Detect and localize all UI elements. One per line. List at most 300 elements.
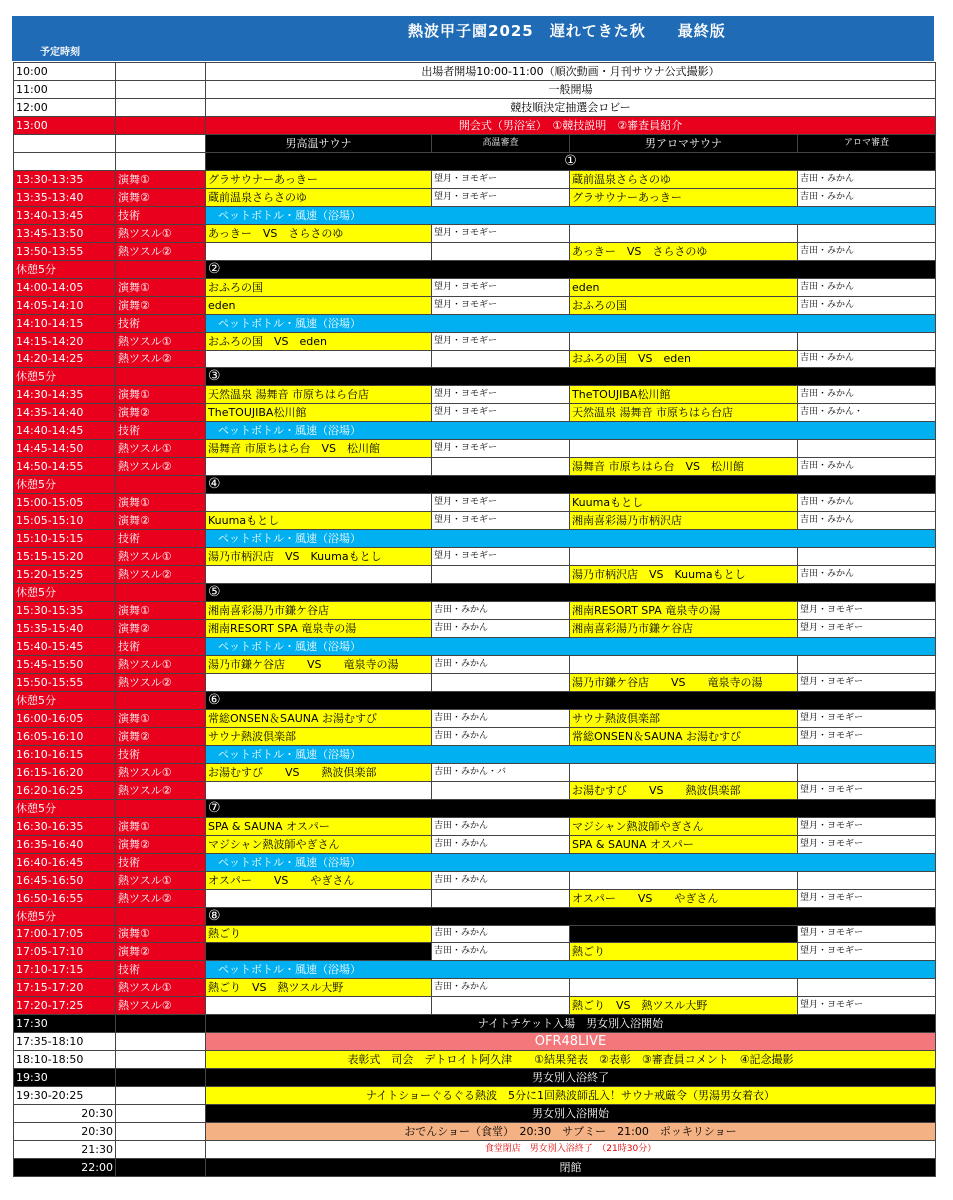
time-cell: 22:00 bbox=[14, 1159, 116, 1177]
high-temp-judges bbox=[432, 350, 570, 368]
schedule-row bbox=[14, 889, 936, 907]
schedule-row bbox=[14, 134, 936, 152]
high-temp-performer: おふろの国 bbox=[206, 278, 432, 296]
label-cell: 熱ツスル① bbox=[116, 332, 206, 350]
label-cell: 熱ツスル① bbox=[116, 871, 206, 889]
aroma-judges: 望月・ヨモギー bbox=[798, 727, 936, 745]
schedule-row bbox=[14, 314, 936, 332]
schedule-row bbox=[14, 1105, 936, 1123]
aroma-judges: 望月・ヨモギー bbox=[798, 943, 936, 961]
time-cell: 14:40-14:45 bbox=[14, 422, 116, 440]
round-number: ⑧ bbox=[206, 907, 936, 925]
schedule-row bbox=[14, 206, 936, 224]
schedule-row bbox=[14, 386, 936, 404]
label-cell: 演舞② bbox=[116, 943, 206, 961]
label-cell bbox=[116, 260, 206, 278]
schedule-row bbox=[14, 638, 936, 656]
aroma-judges: 吉田・みかん bbox=[798, 512, 936, 530]
high-temp-judges: 吉田・みかん bbox=[432, 979, 570, 997]
label-cell bbox=[116, 1141, 206, 1159]
column-header-aroma-judges: アロマ審査 bbox=[798, 134, 936, 152]
label-cell bbox=[116, 1069, 206, 1087]
time-cell: 16:20-16:25 bbox=[14, 781, 116, 799]
label-cell: 技術 bbox=[116, 638, 206, 656]
aroma-performer bbox=[570, 925, 798, 943]
aroma-judges: 吉田・みかん bbox=[798, 296, 936, 314]
aroma-performer: あっきー VS さらさのゆ bbox=[570, 242, 798, 260]
label-cell: 熱ツスル① bbox=[116, 763, 206, 781]
event-cell: 一般開場 bbox=[206, 80, 936, 98]
schedule-row bbox=[14, 907, 936, 925]
high-temp-performer bbox=[206, 997, 432, 1015]
high-temp-judges: 望月・ヨモギー bbox=[432, 188, 570, 206]
schedule-row bbox=[14, 745, 936, 763]
aroma-performer: 熱ごり bbox=[570, 943, 798, 961]
label-cell: 演舞② bbox=[116, 835, 206, 853]
aroma-performer: 熱ごり VS 熱ツスル大野 bbox=[570, 997, 798, 1015]
schedule-row bbox=[14, 242, 936, 260]
time-cell: 18:10-18:50 bbox=[14, 1051, 116, 1069]
break-label bbox=[14, 152, 116, 170]
aroma-judges bbox=[798, 871, 936, 889]
tech-cell: ペットボトル・風速（浴場） bbox=[206, 422, 936, 440]
event-cell: ナイトチケット入場 男女別入浴開始 bbox=[206, 1015, 936, 1033]
round-number: ⑦ bbox=[206, 799, 936, 817]
aroma-judges: 吉田・みかん bbox=[798, 386, 936, 404]
high-temp-judges: 望月・ヨモギー bbox=[432, 332, 570, 350]
schedule-row bbox=[14, 458, 936, 476]
aroma-performer: 湯舞音 市原ちはら台 VS 松川館 bbox=[570, 458, 798, 476]
high-temp-judges: 吉田・みかん bbox=[432, 871, 570, 889]
high-temp-judges: 望月・ヨモギー bbox=[432, 404, 570, 422]
label-cell bbox=[116, 134, 206, 152]
time-cell: 13:45-13:50 bbox=[14, 224, 116, 242]
label-cell: 技術 bbox=[116, 530, 206, 548]
time-cell: 16:15-16:20 bbox=[14, 763, 116, 781]
label-cell: 熱ツスル② bbox=[116, 242, 206, 260]
label-cell: 演舞② bbox=[116, 620, 206, 638]
aroma-judges: 吉田・みかん・ bbox=[798, 404, 936, 422]
schedule-row bbox=[14, 584, 936, 602]
tech-cell: ペットボトル・風速（浴場） bbox=[206, 314, 936, 332]
label-cell bbox=[116, 1033, 206, 1051]
high-temp-performer: お湯むすび VS 熱波倶楽部 bbox=[206, 763, 432, 781]
aroma-judges: 望月・ヨモギー bbox=[798, 709, 936, 727]
aroma-performer: 湘南RESORT SPA 竜泉寺の湯 bbox=[570, 602, 798, 620]
time-cell: 20:30 bbox=[14, 1105, 116, 1123]
time-cell: 14:50-14:55 bbox=[14, 458, 116, 476]
schedule-row bbox=[14, 709, 936, 727]
schedule-row bbox=[14, 188, 936, 206]
schedule-row bbox=[14, 152, 936, 170]
break-label: 休憩5分 bbox=[14, 476, 116, 494]
label-cell bbox=[116, 1105, 206, 1123]
schedule-row bbox=[14, 781, 936, 799]
round-number: ① bbox=[206, 152, 936, 170]
schedule-row bbox=[14, 817, 936, 835]
label-cell bbox=[116, 476, 206, 494]
time-cell: 14:10-14:15 bbox=[14, 314, 116, 332]
aroma-performer: 湘南喜彩湯乃市柄沢店 bbox=[570, 512, 798, 530]
event-cell: おでんショー（食堂） 20:30 サブミー 21:00 ポッキリショー bbox=[206, 1123, 936, 1141]
aroma-judges bbox=[798, 332, 936, 350]
label-cell bbox=[116, 368, 206, 386]
high-temp-performer: 天然温泉 湯舞音 市原ちはら台店 bbox=[206, 386, 432, 404]
label-cell: 技術 bbox=[116, 206, 206, 224]
time-cell: 14:35-14:40 bbox=[14, 404, 116, 422]
high-temp-performer: 湘南RESORT SPA 竜泉寺の湯 bbox=[206, 620, 432, 638]
label-cell: 演舞② bbox=[116, 512, 206, 530]
label-cell: 演舞① bbox=[116, 709, 206, 727]
label-cell bbox=[116, 116, 206, 134]
break-label: 休憩5分 bbox=[14, 584, 116, 602]
time-cell: 16:05-16:10 bbox=[14, 727, 116, 745]
time-cell: 15:05-15:10 bbox=[14, 512, 116, 530]
aroma-performer bbox=[570, 548, 798, 566]
high-temp-performer: サウナ熱波倶楽部 bbox=[206, 727, 432, 745]
high-temp-performer bbox=[206, 889, 432, 907]
aroma-performer: サウナ熱波倶楽部 bbox=[570, 709, 798, 727]
schedule-row bbox=[14, 1069, 936, 1087]
aroma-judges: 吉田・みかん bbox=[798, 566, 936, 584]
aroma-judges: 望月・ヨモギー bbox=[798, 925, 936, 943]
aroma-performer: TheTOUJIBA松川館 bbox=[570, 386, 798, 404]
high-temp-judges: 吉田・みかん bbox=[432, 709, 570, 727]
aroma-performer: SPA & SAUNA オスパー bbox=[570, 835, 798, 853]
event-cell: 開会式（男浴室） ①競技説明 ②審査員紹介 bbox=[206, 116, 936, 134]
high-temp-judges bbox=[432, 889, 570, 907]
schedule-row bbox=[14, 278, 936, 296]
high-temp-performer bbox=[206, 350, 432, 368]
schedule-row bbox=[14, 835, 936, 853]
aroma-performer: おふろの国 bbox=[570, 296, 798, 314]
time-cell: 17:05-17:10 bbox=[14, 943, 116, 961]
label-cell: 熱ツスル① bbox=[116, 655, 206, 673]
scheduled-time-label: 予定時刻 bbox=[40, 47, 80, 58]
break-label: 休憩5分 bbox=[14, 368, 116, 386]
schedule-row bbox=[14, 368, 936, 386]
schedule-row bbox=[14, 566, 936, 584]
aroma-performer bbox=[570, 332, 798, 350]
label-cell: 演舞① bbox=[116, 278, 206, 296]
schedule-row bbox=[14, 853, 936, 871]
time-cell: 16:35-16:40 bbox=[14, 835, 116, 853]
schedule-row bbox=[14, 422, 936, 440]
tech-cell: ペットボトル・風速（浴場） bbox=[206, 638, 936, 656]
high-temp-performer bbox=[206, 458, 432, 476]
high-temp-performer: 湘南喜彩湯乃市鎌ケ谷店 bbox=[206, 602, 432, 620]
event-cell: 閉館 bbox=[206, 1159, 936, 1177]
label-cell bbox=[116, 80, 206, 98]
high-temp-judges: 望月・ヨモギー bbox=[432, 548, 570, 566]
time-cell: 14:20-14:25 bbox=[14, 350, 116, 368]
aroma-judges bbox=[798, 763, 936, 781]
label-cell: 熱ツスル② bbox=[116, 997, 206, 1015]
schedule-row bbox=[14, 80, 936, 98]
aroma-performer: 湘南喜彩湯乃市鎌ケ谷店 bbox=[570, 620, 798, 638]
aroma-performer: Kuumaもとし bbox=[570, 494, 798, 512]
label-cell bbox=[116, 1087, 206, 1105]
label-cell: 演舞① bbox=[116, 817, 206, 835]
label-cell: 熱ツスル② bbox=[116, 566, 206, 584]
column-header-high-temp-judges: 高温審査 bbox=[432, 134, 570, 152]
schedule-row bbox=[14, 512, 936, 530]
schedule-row bbox=[14, 332, 936, 350]
high-temp-performer bbox=[206, 943, 432, 961]
aroma-performer: お湯むすび VS 熱波倶楽部 bbox=[570, 781, 798, 799]
aroma-performer bbox=[570, 871, 798, 889]
schedule-row bbox=[14, 63, 936, 81]
high-temp-performer: 湯乃市鎌ケ谷店 VS 竜泉寺の湯 bbox=[206, 655, 432, 673]
high-temp-judges: 望月・ヨモギー bbox=[432, 494, 570, 512]
aroma-performer: マジシャン熱波師やぎさん bbox=[570, 817, 798, 835]
label-cell: 熱ツスル① bbox=[116, 979, 206, 997]
high-temp-judges: 吉田・みかん bbox=[432, 602, 570, 620]
high-temp-performer: 湯舞音 市原ちはら台 VS 松川館 bbox=[206, 440, 432, 458]
time-cell: 13:40-13:45 bbox=[14, 206, 116, 224]
high-temp-performer: TheTOUJIBA松川館 bbox=[206, 404, 432, 422]
high-temp-performer bbox=[206, 566, 432, 584]
aroma-performer bbox=[570, 655, 798, 673]
label-cell: 演舞① bbox=[116, 386, 206, 404]
label-cell: 熱ツスル① bbox=[116, 548, 206, 566]
label-cell: 演舞② bbox=[116, 727, 206, 745]
round-number: ⑤ bbox=[206, 584, 936, 602]
high-temp-performer: Kuumaもとし bbox=[206, 512, 432, 530]
aroma-judges: 吉田・みかん bbox=[798, 170, 936, 188]
label-cell: 技術 bbox=[116, 422, 206, 440]
high-temp-judges bbox=[432, 997, 570, 1015]
schedule-row bbox=[14, 602, 936, 620]
time-cell: 20:30 bbox=[14, 1123, 116, 1141]
time-cell: 17:00-17:05 bbox=[14, 925, 116, 943]
time-cell: 12:00 bbox=[14, 98, 116, 116]
schedule-row bbox=[14, 1051, 936, 1069]
high-temp-judges: 望月・ヨモギー bbox=[432, 296, 570, 314]
aroma-judges bbox=[798, 224, 936, 242]
time-cell: 16:45-16:50 bbox=[14, 871, 116, 889]
aroma-performer: グラサウナーあっきー bbox=[570, 188, 798, 206]
schedule-row bbox=[14, 997, 936, 1015]
label-cell: 熱ツスル② bbox=[116, 458, 206, 476]
high-temp-performer bbox=[206, 673, 432, 691]
schedule-row bbox=[14, 530, 936, 548]
aroma-performer bbox=[570, 440, 798, 458]
label-cell: 演舞① bbox=[116, 925, 206, 943]
label-cell bbox=[116, 1123, 206, 1141]
label-cell: 技術 bbox=[116, 961, 206, 979]
column-header-aroma: 男アロマサウナ bbox=[570, 134, 798, 152]
high-temp-judges: 望月・ヨモギー bbox=[432, 440, 570, 458]
high-temp-performer: 常総ONSEN＆SAUNA お湯むすび bbox=[206, 709, 432, 727]
schedule-row bbox=[14, 260, 936, 278]
aroma-judges bbox=[798, 440, 936, 458]
aroma-performer: 常総ONSEN＆SAUNA お湯むすび bbox=[570, 727, 798, 745]
aroma-performer: オスパー VS やぎさん bbox=[570, 889, 798, 907]
high-temp-judges: 望月・ヨモギー bbox=[432, 512, 570, 530]
aroma-judges: 吉田・みかん bbox=[798, 188, 936, 206]
aroma-performer: 湯乃市鎌ケ谷店 VS 竜泉寺の湯 bbox=[570, 673, 798, 691]
high-temp-performer bbox=[206, 242, 432, 260]
round-number: ③ bbox=[206, 368, 936, 386]
label-cell bbox=[116, 63, 206, 81]
schedule-table bbox=[13, 62, 936, 1177]
aroma-judges: 望月・ヨモギー bbox=[798, 817, 936, 835]
time-cell: 15:40-15:45 bbox=[14, 638, 116, 656]
schedule-row bbox=[14, 673, 936, 691]
label-cell bbox=[116, 691, 206, 709]
aroma-performer bbox=[570, 763, 798, 781]
time-cell: 16:50-16:55 bbox=[14, 889, 116, 907]
high-temp-judges bbox=[432, 673, 570, 691]
schedule-row bbox=[14, 620, 936, 638]
label-cell bbox=[116, 1051, 206, 1069]
high-temp-judges: 吉田・みかん・バ bbox=[432, 763, 570, 781]
schedule-row bbox=[14, 1123, 936, 1141]
time-cell: 17:15-17:20 bbox=[14, 979, 116, 997]
high-temp-performer: 熱ごり bbox=[206, 925, 432, 943]
label-cell: 熱ツスル② bbox=[116, 350, 206, 368]
high-temp-performer: オスパー VS やぎさん bbox=[206, 871, 432, 889]
break-label: 休憩5分 bbox=[14, 799, 116, 817]
aroma-judges bbox=[798, 979, 936, 997]
time-cell: 21:30 bbox=[14, 1141, 116, 1159]
high-temp-performer: おふろの国 VS eden bbox=[206, 332, 432, 350]
time-cell: 15:35-15:40 bbox=[14, 620, 116, 638]
label-cell bbox=[116, 1159, 206, 1177]
time-cell: 15:00-15:05 bbox=[14, 494, 116, 512]
time-cell: 14:15-14:20 bbox=[14, 332, 116, 350]
time-cell: 17:10-17:15 bbox=[14, 961, 116, 979]
aroma-judges: 吉田・みかん bbox=[798, 458, 936, 476]
high-temp-judges: 望月・ヨモギー bbox=[432, 386, 570, 404]
column-header-high-temp: 男高温サウナ bbox=[206, 134, 432, 152]
event-cell: 男女別入浴開始 bbox=[206, 1105, 936, 1123]
high-temp-judges: 吉田・みかん bbox=[432, 817, 570, 835]
label-cell: 技術 bbox=[116, 745, 206, 763]
label-cell: 熱ツスル② bbox=[116, 889, 206, 907]
aroma-performer: 蔵前温泉さらさのゆ bbox=[570, 170, 798, 188]
event-cell: ナイトショーぐるぐる熱波 5分に1回熱波師乱入！サウナ戒厳令（男湯男女着衣） bbox=[206, 1087, 936, 1105]
time-cell: 15:30-15:35 bbox=[14, 602, 116, 620]
high-temp-performer: グラサウナーあっきー bbox=[206, 170, 432, 188]
aroma-performer: 天然温泉 湯舞音 市原ちはら台店 bbox=[570, 404, 798, 422]
time-cell: 15:45-15:50 bbox=[14, 655, 116, 673]
time-cell: 17:35-18:10 bbox=[14, 1033, 116, 1051]
label-cell bbox=[116, 907, 206, 925]
high-temp-judges: 吉田・みかん bbox=[432, 835, 570, 853]
high-temp-judges: 吉田・みかん bbox=[432, 727, 570, 745]
schedule-row bbox=[14, 979, 936, 997]
label-cell: 演舞① bbox=[116, 494, 206, 512]
schedule-row bbox=[14, 404, 936, 422]
high-temp-performer: 熱ごり VS 熱ツスル大野 bbox=[206, 979, 432, 997]
time-cell: 16:00-16:05 bbox=[14, 709, 116, 727]
aroma-judges: 望月・ヨモギー bbox=[798, 602, 936, 620]
time-cell: 15:50-15:55 bbox=[14, 673, 116, 691]
high-temp-judges: 望月・ヨモギー bbox=[432, 224, 570, 242]
label-cell bbox=[116, 584, 206, 602]
schedule-row bbox=[14, 1015, 936, 1033]
aroma-performer: おふろの国 VS eden bbox=[570, 350, 798, 368]
high-temp-performer: SPA & SAUNA オスパー bbox=[206, 817, 432, 835]
aroma-performer bbox=[570, 979, 798, 997]
high-temp-judges: 吉田・みかん bbox=[432, 943, 570, 961]
high-temp-judges bbox=[432, 242, 570, 260]
high-temp-performer: 蔵前温泉さらさのゆ bbox=[206, 188, 432, 206]
time-cell: 17:20-17:25 bbox=[14, 997, 116, 1015]
schedule-row bbox=[14, 296, 936, 314]
aroma-judges: 望月・ヨモギー bbox=[798, 997, 936, 1015]
label-cell bbox=[116, 799, 206, 817]
high-temp-judges: 吉田・みかん bbox=[432, 655, 570, 673]
time-cell: 16:40-16:45 bbox=[14, 853, 116, 871]
event-cell: 競技順決定抽選会ロビー bbox=[206, 98, 936, 116]
time-cell: 14:00-14:05 bbox=[14, 278, 116, 296]
schedule-row bbox=[14, 98, 936, 116]
aroma-judges: 望月・ヨモギー bbox=[798, 620, 936, 638]
schedule-row bbox=[14, 350, 936, 368]
time-cell: 16:30-16:35 bbox=[14, 817, 116, 835]
time-cell: 11:00 bbox=[14, 80, 116, 98]
aroma-judges: 望月・ヨモギー bbox=[798, 781, 936, 799]
schedule-row bbox=[14, 871, 936, 889]
schedule-row bbox=[14, 116, 936, 134]
tech-cell: ペットボトル・風速（浴場） bbox=[206, 853, 936, 871]
time-cell: 13:50-13:55 bbox=[14, 242, 116, 260]
schedule-row bbox=[14, 476, 936, 494]
high-temp-performer: マジシャン熱波師やぎさん bbox=[206, 835, 432, 853]
tech-cell: ペットボトル・風速（浴場） bbox=[206, 745, 936, 763]
high-temp-judges bbox=[432, 781, 570, 799]
aroma-judges: 吉田・みかん bbox=[798, 350, 936, 368]
label-cell bbox=[116, 98, 206, 116]
tech-cell: ペットボトル・風速（浴場） bbox=[206, 206, 936, 224]
time-cell: 17:30 bbox=[14, 1015, 116, 1033]
time-cell bbox=[14, 134, 116, 152]
schedule-row bbox=[14, 1087, 936, 1105]
aroma-judges bbox=[798, 548, 936, 566]
time-cell: 14:45-14:50 bbox=[14, 440, 116, 458]
tech-cell: ペットボトル・風速（浴場） bbox=[206, 530, 936, 548]
schedule-row bbox=[14, 1159, 936, 1177]
time-cell: 10:00 bbox=[14, 63, 116, 81]
aroma-performer: eden bbox=[570, 278, 798, 296]
aroma-performer: 湯乃市柄沢店 VS Kuumaもとし bbox=[570, 566, 798, 584]
round-number: ④ bbox=[206, 476, 936, 494]
label-cell: 演舞② bbox=[116, 404, 206, 422]
aroma-judges: 望月・ヨモギー bbox=[798, 889, 936, 907]
schedule-row bbox=[14, 224, 936, 242]
label-cell: 演舞① bbox=[116, 170, 206, 188]
break-label: 休憩5分 bbox=[14, 691, 116, 709]
event-cell: OFR48LIVE bbox=[206, 1033, 936, 1051]
high-temp-judges bbox=[432, 566, 570, 584]
break-label: 休憩5分 bbox=[14, 907, 116, 925]
time-cell: 14:30-14:35 bbox=[14, 386, 116, 404]
time-cell: 15:15-15:20 bbox=[14, 548, 116, 566]
schedule-row bbox=[14, 548, 936, 566]
label-cell: 演舞① bbox=[116, 602, 206, 620]
aroma-judges: 望月・ヨモギー bbox=[798, 835, 936, 853]
tech-cell: ペットボトル・風速（浴場） bbox=[206, 961, 936, 979]
schedule-row bbox=[14, 494, 936, 512]
time-cell: 13:00 bbox=[14, 116, 116, 134]
time-cell: 16:10-16:15 bbox=[14, 745, 116, 763]
high-temp-performer: あっきー VS さらさのゆ bbox=[206, 224, 432, 242]
label-cell: 技術 bbox=[116, 314, 206, 332]
high-temp-performer bbox=[206, 781, 432, 799]
